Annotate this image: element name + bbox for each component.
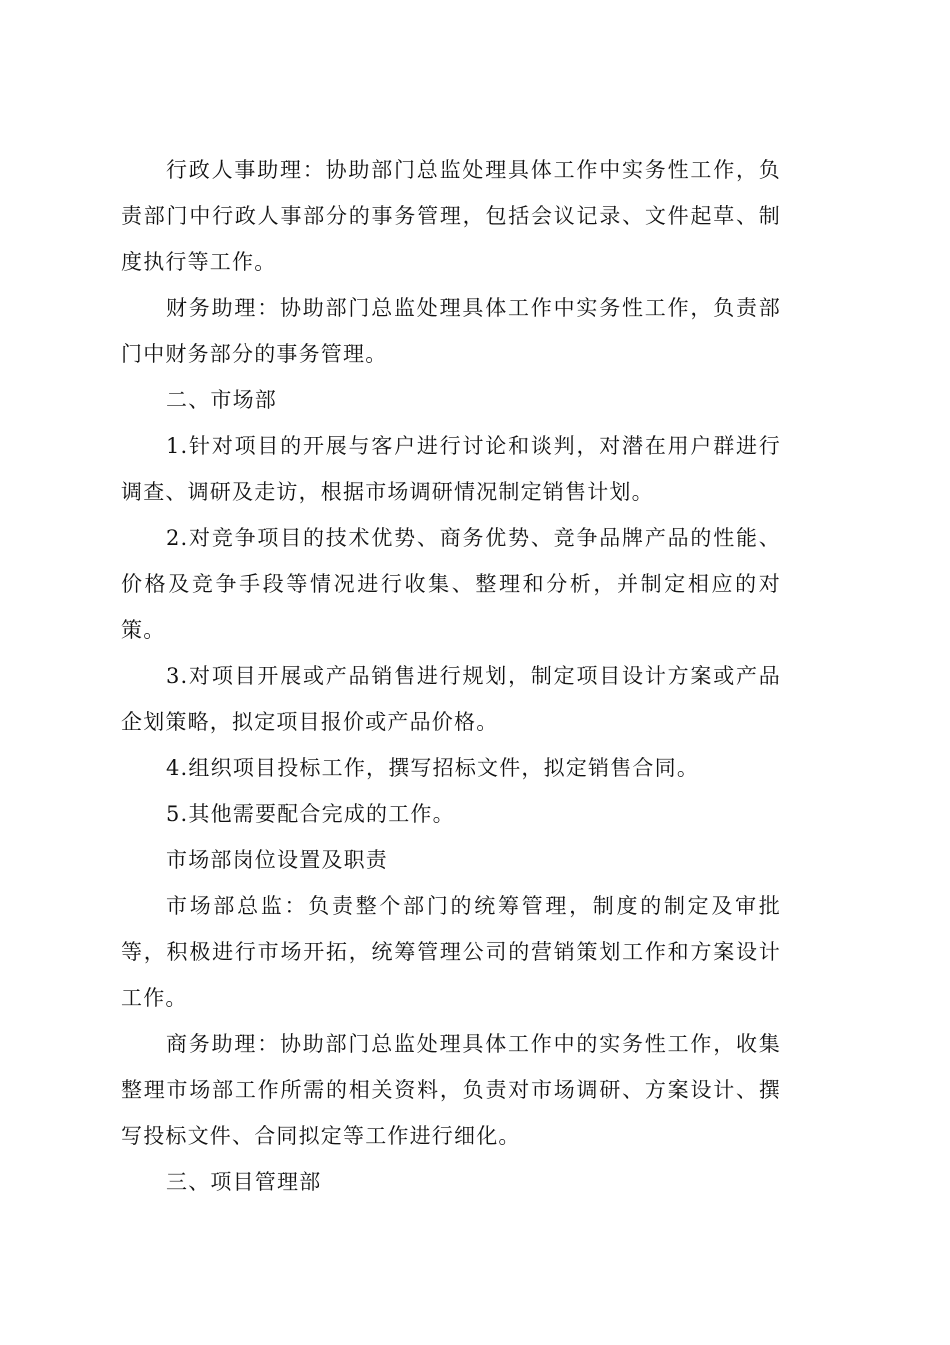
paragraph-finance-assistant: 财务助理：协助部门总监处理具体工作中实务性工作，负责部门中财务部分的事务管理。: [121, 296, 781, 366]
document-body: [121, 147, 781, 1205]
section-heading-marketing: 二、市场部: [166, 388, 277, 412]
paragraph-marketing-director: 市场部总监：负责整个部门的统筹管理，制度的制定及审批等，积极进行市场开拓，统筹管理公司的营销策划工作和方案设计工作。: [121, 894, 781, 1010]
list-item-5: 5.其他需要配合完成的工作。: [166, 802, 455, 826]
list-item-3: 3.对项目开展或产品销售进行规划，制定项目设计方案或产品企划策略，拟定项目报价或产品价格。: [121, 664, 781, 734]
list-item-1: 1.针对项目的开展与客户进行讨论和谈判，对潜在用户群进行调查、调研及走访，根据市场调研情况制定销售计划。: [121, 434, 781, 504]
paragraph-business-assistant: 商务助理：协助部门总监处理具体工作中的实务性工作，收集整理市场部工作所需的相关资料，负责对市场调研、方案设计、撰写投标文件、合同拟定等工作进行细化。: [121, 1032, 781, 1148]
section-heading-project-management: 三、项目管理部: [166, 1170, 322, 1194]
list-item-2: 2.对竞争项目的技术优势、商务优势、竞争品牌产品的性能、价格及竞争手段等情况进行收集、整理和分析，并制定相应的对策。: [121, 526, 781, 642]
paragraph-admin-assistant: 行政人事助理：协助部门总监处理具体工作中实务性工作，负责部门中行政人事部分的事务管理，包括会议记录、文件起草、制度执行等工作。: [121, 158, 781, 274]
subheading-marketing-positions: 市场部岗位设置及职责: [166, 848, 388, 872]
list-item-4: 4.组织项目投标工作，撰写招标文件，拟定销售合同。: [166, 756, 700, 780]
